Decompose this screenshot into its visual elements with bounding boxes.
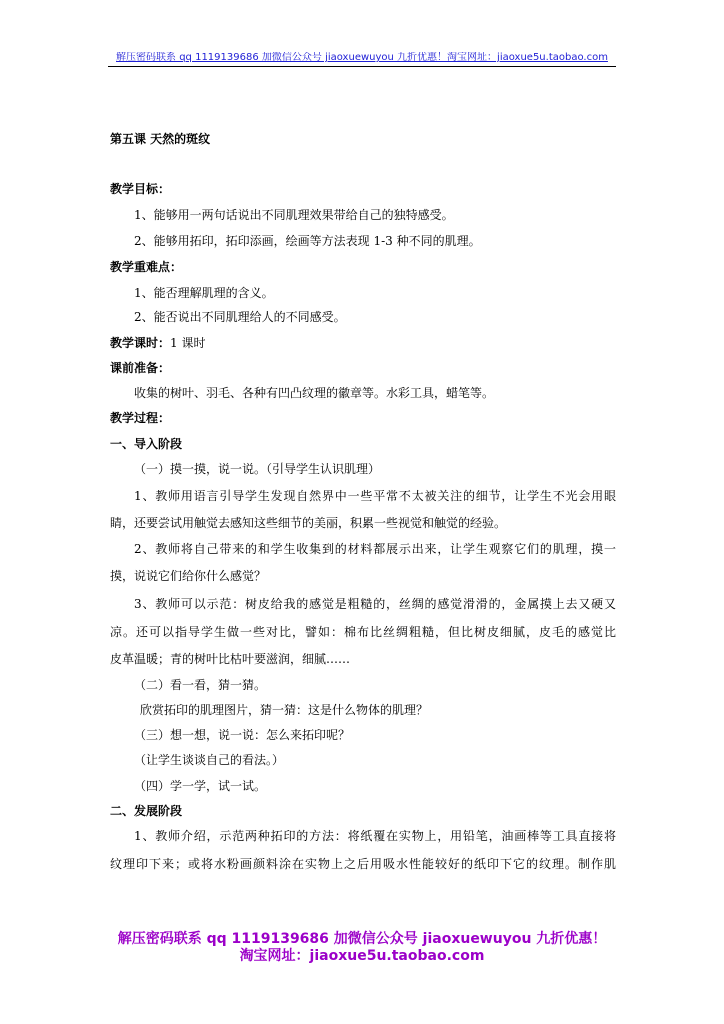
section1-p2-line1: 2、教师将自己带来的和学生收集到的材料都展示出来，让学生观察它们的肌理，摸一 bbox=[134, 542, 616, 556]
section2-p1-line2: 纹理印下来；或将水粉画颜料涂在实物上之后用吸水性能较好的纸印下它的纹理。制作肌 bbox=[110, 857, 616, 871]
key-points-heading: 教学重难点： bbox=[110, 260, 183, 274]
page-header-banner: 解压密码联系 qq 1119139686 加微信公众号 jiaoxuewuyou 九折优惠！淘宝网址：jiaoxue5u.taobao.com bbox=[116, 52, 608, 63]
section1-sub3-text: （让学生谈谈自己的看法。） bbox=[134, 753, 285, 767]
key-point-item: 2、能否说出不同肌理给人的不同感受。 bbox=[134, 310, 346, 324]
goal-item: 1、能够用一两句话说出不同肌理效果带给自己的独特感受。 bbox=[134, 208, 454, 222]
hours-label: 教学课时： bbox=[110, 336, 171, 350]
hours-row bbox=[110, 336, 616, 350]
section1-sub4: （四）学一学，试一试。 bbox=[134, 779, 267, 793]
section1-p3-line1: 3、教师可以示范：树皮给我的感觉是粗糙的，丝绸的感觉滑滑的，金属摸上去又硬又 bbox=[134, 597, 616, 611]
section1-sub2: （二）看一看，猜一猜。 bbox=[134, 678, 267, 692]
goal-item: 2、能够用拓印，拓印添画，绘画等方法表现 1-3 种不同的肌理。 bbox=[134, 234, 481, 248]
hours-value: 1 课时 bbox=[170, 336, 206, 350]
footer-contact-line: 解压密码联系 qq 1119139686 加微信公众号 jiaoxuewuyou 九折优惠！ bbox=[117, 931, 607, 947]
section1-p3-line2: 凉。还可以指导学生做一些对比，譬如：棉布比丝绸粗糙，但比树皮细腻，皮毛的感觉比 bbox=[110, 625, 616, 639]
key-point-item: 1、能否理解肌理的含义。 bbox=[134, 286, 274, 300]
section1-sub3: （三）想一想，说一说：怎么来拓印呢？ bbox=[134, 728, 351, 742]
section1-p3-line3: 皮革温暖；青的树叶比枯叶要滋润，细腻…… bbox=[110, 652, 351, 666]
section1-sub2-text: 欣赏拓印的肌理图片，猜一猜：这是什么物体的肌理？ bbox=[140, 703, 429, 717]
section1-p1-line2: 睛，还要尝试用触觉去感知这些细节的美丽，积累一些视觉和触觉的经验。 bbox=[110, 516, 507, 530]
section2-heading: 二、发展阶段 bbox=[110, 804, 183, 818]
section1-heading: 一、导入阶段 bbox=[110, 437, 183, 451]
goals-heading: 教学目标： bbox=[110, 182, 171, 196]
footer-store-line: 淘宝网址：jiaoxue5u.taobao.com bbox=[239, 948, 485, 964]
prep-heading: 课前准备： bbox=[110, 361, 171, 375]
lesson-title: 第五课 天然的斑纹 bbox=[110, 132, 211, 146]
section2-p1-line1: 1、教师介绍，示范两种拓印的方法：将纸覆在实物上，用铅笔，油画棒等工具直接将 bbox=[134, 829, 616, 843]
prep-text: 收集的树叶、羽毛、各种有凹凸纹理的徽章等。水彩工具，蜡笔等。 bbox=[134, 386, 495, 400]
section1-p1-line1: 1、教师用语言引导学生发现自然界中一些平常不太被关注的细节，让学生不光会用眼 bbox=[134, 489, 616, 503]
section1-p2-line2: 摸，说说它们给你什么感觉？ bbox=[110, 569, 267, 583]
section1-sub1: （一）摸一摸，说一说。（引导学生认识肌理） bbox=[134, 462, 381, 476]
process-heading: 教学过程： bbox=[110, 411, 171, 425]
header-rule bbox=[108, 66, 616, 67]
